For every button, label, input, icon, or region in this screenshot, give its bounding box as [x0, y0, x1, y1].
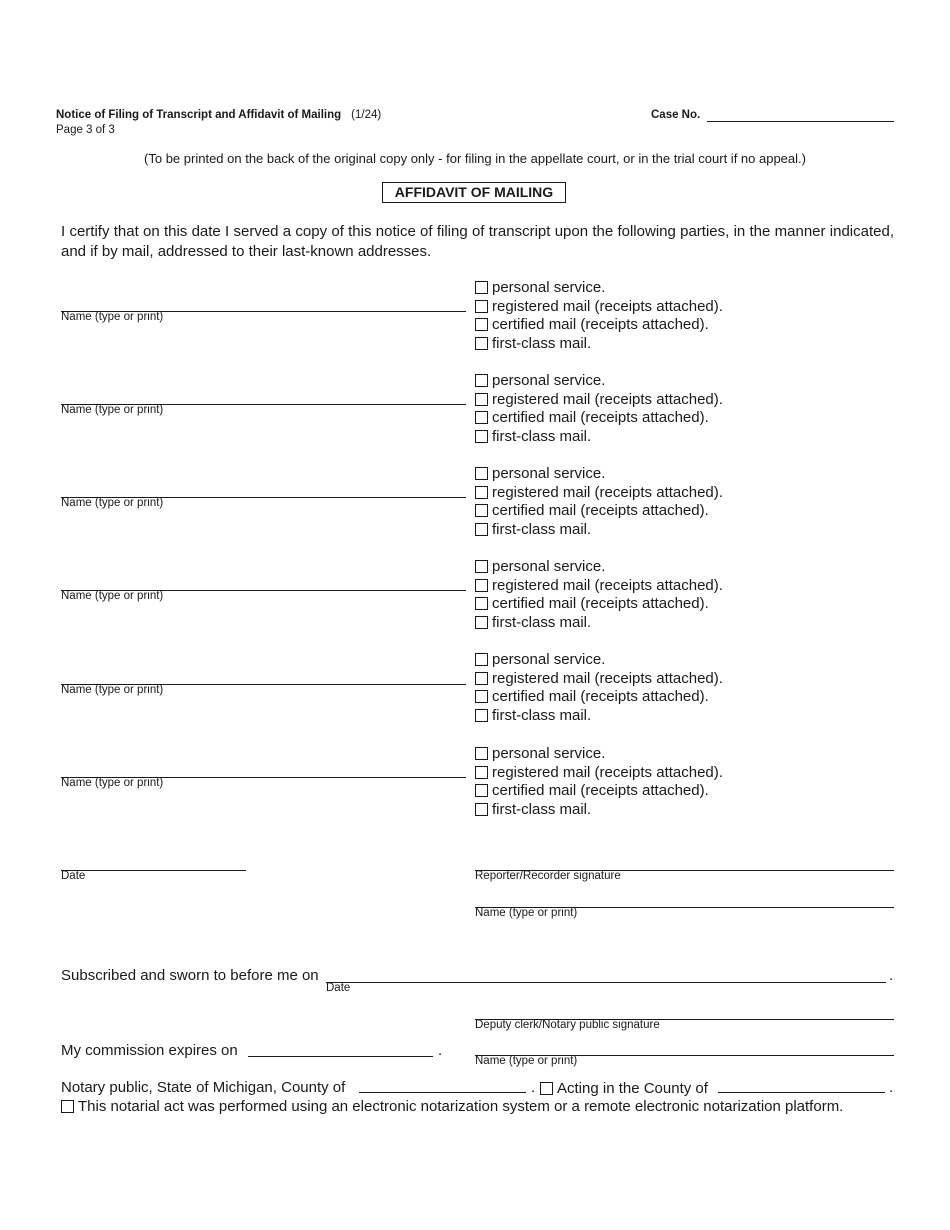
- clerk-signature-label: Deputy clerk/Notary public signature: [475, 1019, 660, 1031]
- first-class-mail-checkbox[interactable]: [475, 616, 488, 629]
- first-class-mail-checkbox[interactable]: [475, 523, 488, 536]
- print-instruction: (To be printed on the back of the original copy only - for filing in the appellate court, or in the trial court if no appeal.): [144, 151, 806, 166]
- service-option-certified-mail: [475, 781, 723, 800]
- first-class-mail-checkbox[interactable]: [475, 803, 488, 816]
- registered-mail-label: registered mail (receipts attached).: [492, 390, 723, 408]
- acting-county-input[interactable]: [718, 1092, 885, 1093]
- registered-mail-checkbox[interactable]: [475, 672, 488, 685]
- acting-county-checkbox[interactable]: [540, 1082, 553, 1095]
- service-option-first-class-mail: [475, 706, 723, 725]
- service-method-options: [475, 557, 723, 632]
- acting-county-option: [540, 1079, 708, 1097]
- registered-mail-checkbox[interactable]: [475, 300, 488, 313]
- registered-mail-label: registered mail (receipts attached).: [492, 297, 723, 315]
- personal-service-label: personal service.: [492, 371, 606, 389]
- party-name-label: Name (type or print): [61, 684, 164, 696]
- first-class-mail-checkbox[interactable]: [475, 430, 488, 443]
- party-name-label: Name (type or print): [61, 404, 164, 416]
- certified-mail-checkbox[interactable]: [475, 784, 488, 797]
- service-option-first-class-mail: [475, 427, 723, 446]
- party-name-label: Name (type or print): [61, 311, 164, 323]
- certified-mail-label: certified mail (receipts attached).: [492, 595, 709, 613]
- first-class-mail-label: first-class mail.: [492, 706, 592, 724]
- service-method-options: [475, 371, 723, 446]
- electronic-notarization-checkbox[interactable]: [61, 1100, 74, 1113]
- page-number: Page 3 of 3: [56, 124, 115, 136]
- personal-service-checkbox[interactable]: [475, 560, 488, 573]
- party-name-label: Name (type or print): [61, 497, 164, 509]
- certified-mail-checkbox[interactable]: [475, 597, 488, 610]
- date-input[interactable]: [61, 870, 246, 871]
- subscribed-period: .: [889, 967, 894, 984]
- commission-period: .: [438, 1042, 443, 1059]
- commission-text: My commission expires on: [61, 1042, 238, 1059]
- subscribed-text: Subscribed and sworn to before me on: [61, 967, 319, 984]
- service-option-personal-service: [475, 557, 723, 576]
- acting-county-period: .: [889, 1079, 894, 1096]
- service-option-personal-service: [475, 464, 723, 483]
- personal-service-checkbox[interactable]: [475, 374, 488, 387]
- certified-mail-checkbox[interactable]: [475, 504, 488, 517]
- service-option-registered-mail: [475, 483, 723, 502]
- county-period: .: [531, 1079, 536, 1096]
- service-option-registered-mail: [475, 297, 723, 316]
- personal-service-checkbox[interactable]: [475, 467, 488, 480]
- service-option-registered-mail: [475, 763, 723, 782]
- acting-county-text: Acting in the County of: [557, 1079, 708, 1097]
- certify-statement: I certify that on this date I served a copy of this notice of filing of transcript upon the following parties, in the manner indicated, and if by mail, addressed to their last-known addresses.: [61, 223, 894, 260]
- subscribed-date-input[interactable]: [326, 982, 886, 983]
- date-label: Date: [61, 870, 86, 882]
- personal-service-checkbox[interactable]: [475, 281, 488, 294]
- form-title: [56, 109, 381, 121]
- service-option-registered-mail: [475, 669, 723, 688]
- electronic-notarization-option: [61, 1097, 843, 1115]
- service-option-certified-mail: [475, 501, 723, 520]
- certified-mail-label: certified mail (receipts attached).: [492, 316, 709, 334]
- party-name-label: Name (type or print): [61, 590, 164, 602]
- affidavit-title: AFFIDAVIT OF MAILING: [382, 182, 566, 203]
- first-class-mail-checkbox[interactable]: [475, 337, 488, 350]
- personal-service-label: personal service.: [492, 278, 606, 296]
- county-text: Notary public, State of Michigan, County of: [61, 1079, 346, 1096]
- service-option-personal-service: [475, 371, 723, 390]
- personal-service-label: personal service.: [492, 557, 606, 575]
- reporter-name-label: Name (type or print): [475, 907, 578, 919]
- party-name-label: Name (type or print): [61, 777, 164, 789]
- service-option-certified-mail: [475, 315, 723, 334]
- electronic-notarization-text: This notarial act was performed using an electronic notarization system or a remote electronic notarization platform.: [78, 1097, 844, 1115]
- service-method-options: [475, 650, 723, 725]
- service-option-first-class-mail: [475, 334, 723, 353]
- commission-date-input[interactable]: [248, 1056, 433, 1057]
- service-option-personal-service: [475, 278, 723, 297]
- service-option-certified-mail: [475, 687, 723, 706]
- registered-mail-checkbox[interactable]: [475, 393, 488, 406]
- case-no-label: Case No.: [651, 109, 701, 121]
- form-revision: (1/24): [351, 109, 382, 121]
- personal-service-checkbox[interactable]: [475, 747, 488, 760]
- certified-mail-checkbox[interactable]: [475, 318, 488, 331]
- subscribed-date-label: Date: [326, 982, 351, 994]
- first-class-mail-label: first-class mail.: [492, 520, 592, 538]
- personal-service-label: personal service.: [492, 744, 606, 762]
- reporter-signature-label: Reporter/Recorder signature: [475, 870, 621, 882]
- registered-mail-checkbox[interactable]: [475, 579, 488, 592]
- case-no-input[interactable]: [707, 121, 894, 122]
- service-option-registered-mail: [475, 390, 723, 409]
- personal-service-label: personal service.: [492, 650, 606, 668]
- registered-mail-label: registered mail (receipts attached).: [492, 763, 723, 781]
- service-method-options: [475, 464, 723, 539]
- service-option-first-class-mail: [475, 613, 723, 632]
- certified-mail-label: certified mail (receipts attached).: [492, 409, 709, 427]
- registered-mail-label: registered mail (receipts attached).: [492, 576, 723, 594]
- registered-mail-checkbox[interactable]: [475, 486, 488, 499]
- first-class-mail-label: first-class mail.: [492, 427, 592, 445]
- service-option-registered-mail: [475, 576, 723, 595]
- county-input[interactable]: [359, 1092, 526, 1093]
- first-class-mail-checkbox[interactable]: [475, 709, 488, 722]
- personal-service-checkbox[interactable]: [475, 653, 488, 666]
- certified-mail-checkbox[interactable]: [475, 411, 488, 424]
- clerk-name-label: Name (type or print): [475, 1055, 578, 1067]
- certified-mail-label: certified mail (receipts attached).: [492, 782, 709, 800]
- service-option-personal-service: [475, 744, 723, 763]
- service-option-first-class-mail: [475, 800, 723, 819]
- registered-mail-label: registered mail (receipts attached).: [492, 483, 723, 501]
- first-class-mail-label: first-class mail.: [492, 334, 592, 352]
- personal-service-label: personal service.: [492, 464, 606, 482]
- form-title-text: Notice of Filing of Transcript and Affidavit of Mailing: [56, 109, 342, 121]
- service-option-certified-mail: [475, 408, 723, 427]
- service-option-certified-mail: [475, 594, 723, 613]
- service-method-options: [475, 278, 723, 353]
- certified-mail-label: certified mail (receipts attached).: [492, 688, 709, 706]
- certified-mail-label: certified mail (receipts attached).: [492, 502, 709, 520]
- service-option-personal-service: [475, 650, 723, 669]
- service-option-first-class-mail: [475, 520, 723, 539]
- service-method-options: [475, 744, 723, 819]
- registered-mail-label: registered mail (receipts attached).: [492, 669, 723, 687]
- first-class-mail-label: first-class mail.: [492, 613, 592, 631]
- first-class-mail-label: first-class mail.: [492, 800, 592, 818]
- certified-mail-checkbox[interactable]: [475, 690, 488, 703]
- registered-mail-checkbox[interactable]: [475, 766, 488, 779]
